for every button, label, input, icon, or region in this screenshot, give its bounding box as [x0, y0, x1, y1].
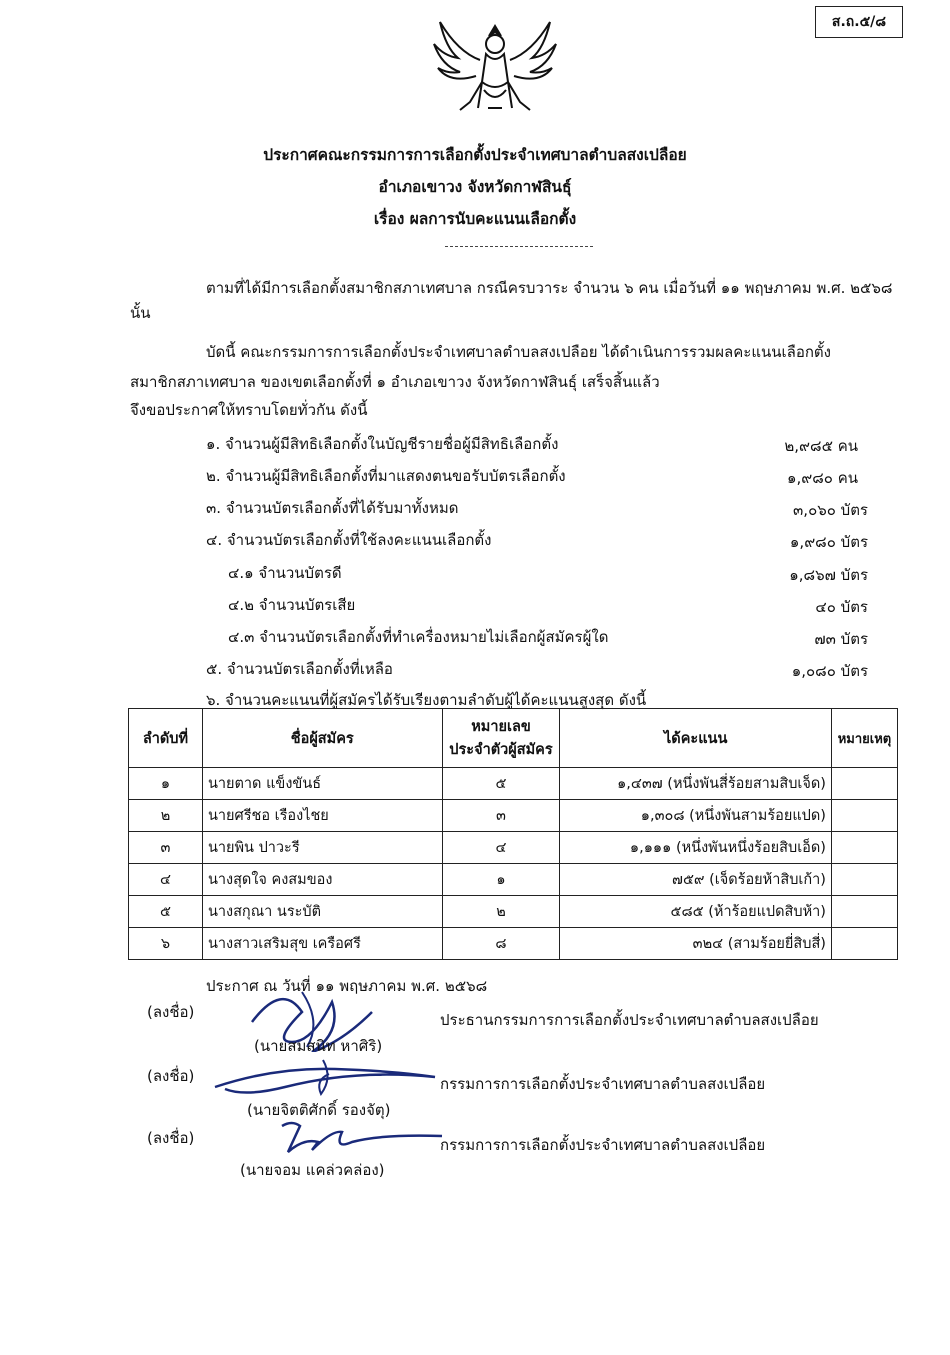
- cell-score: ๗๕๙ (เจ็ดร้อยห้าสิบเก้า): [560, 864, 832, 896]
- stat-label-6: ๖. จำนวนคะแนนที่ผู้สมัครได้รับเรียงตามลำดับผู้ได้คะแนนสูงสุด ดังนี้: [206, 691, 647, 709]
- cell-rank: ๖: [129, 928, 203, 960]
- stat-value-4-1: ๑,๘๖๗ บัตร: [789, 566, 868, 584]
- stat-value-1: ๒,๙๘๕ คน: [784, 437, 858, 455]
- table-row: [129, 896, 898, 928]
- para1-line2: นั้น: [130, 304, 151, 322]
- stat-label-1: ๑. จำนวนผู้มีสิทธิเลือกตั้งในบัญชีรายชื่อผู้มีสิทธิเลือกตั้ง: [206, 435, 559, 453]
- form-code-box: [815, 6, 903, 38]
- header-line-2: อำเภอเขาวง จังหวัดกาฬสินธุ์: [378, 178, 572, 196]
- header-number: [442, 709, 560, 768]
- header-note: หมายเหตุ: [831, 709, 897, 768]
- cell-note: [831, 928, 897, 960]
- stat-label-4-2: ๔.๒ จำนวนบัตรเสีย: [228, 596, 356, 614]
- header-divider: [445, 246, 593, 247]
- stat-label-3: ๓. จำนวนบัตรเลือกตั้งที่ได้รับมาทั้งหมด: [206, 499, 459, 517]
- stat-value-2: ๑,๙๘๐ คน: [786, 469, 858, 487]
- para2-line3: จึงขอประกาศให้ทราบโดยทั่วกัน ดังนี้: [130, 401, 368, 419]
- para2-line2: สมาชิกสภาเทศบาล ของเขตเลือกตั้งที่ ๑ อำเภอเขาวง จังหวัดกาฬสินธุ์ เสร็จสิ้นแล้ว: [130, 373, 660, 391]
- cell-rank: ๕: [129, 896, 203, 928]
- table-row: [129, 864, 898, 896]
- stat-label-2: ๒. จำนวนผู้มีสิทธิเลือกตั้งที่มาแสดงตนขอรับบัตรเลือกตั้ง: [206, 467, 566, 485]
- cell-name: นางสุดใจ คงสมของ: [202, 864, 442, 896]
- header-line-1: ประกาศคณะกรรมการการเลือกตั้งประจำเทศบาลตำบลสงเปลือย: [263, 146, 687, 164]
- sign-name-3: (นายจอม แคล่วคล่อง): [240, 1161, 385, 1179]
- cell-score: ๑,๓๐๘ (หนึ่งพันสามร้อยแปด): [560, 800, 832, 832]
- cell-number: ๔: [442, 832, 560, 864]
- para2-line1: บัดนี้ คณะกรรมการการเลือกตั้งประจำเทศบาลตำบลสงเปลือย ได้ดำเนินการรวมผลคะแนนเลือกตั้ง: [206, 343, 831, 361]
- table-row: [129, 928, 898, 960]
- header-number-line2: ประจำตัวผู้สมัคร: [449, 742, 553, 758]
- cell-number: ๓: [442, 800, 560, 832]
- cell-score: ๓๒๔ (สามร้อยยี่สิบสี่): [560, 928, 832, 960]
- stat-value-5: ๑,๐๘๐ บัตร: [791, 662, 868, 680]
- cell-name: นางสาวเสริมสุข เครือศรี: [202, 928, 442, 960]
- cell-rank: ๔: [129, 864, 203, 896]
- cell-number: ๑: [442, 864, 560, 896]
- table-header-row: [129, 709, 898, 768]
- cell-rank: ๓: [129, 832, 203, 864]
- cell-number: ๒: [442, 896, 560, 928]
- sign-label-1: (ลงชื่อ): [147, 1003, 195, 1021]
- cell-note: [831, 864, 897, 896]
- sign-position-1: ประธานกรรมการการเลือกตั้งประจำเทศบาลตำบลสงเปลือย: [440, 1011, 819, 1029]
- cell-note: [831, 896, 897, 928]
- stat-label-4-3: ๔.๓ จำนวนบัตรเลือกตั้งที่ทำเครื่องหมายไม่เลือกผู้สมัครผู้ใด: [228, 628, 609, 646]
- stat-value-3: ๓,๐๖๐ บัตร: [793, 501, 868, 519]
- announce-date: ประกาศ ณ วันที่ ๑๑ พฤษภาคม พ.ศ. ๒๕๖๘: [206, 977, 488, 995]
- stat-label-4-1: ๔.๑ จำนวนบัตรดี: [228, 564, 342, 582]
- table-row: [129, 768, 898, 800]
- stat-value-4-3: ๗๓ บัตร: [814, 630, 868, 648]
- sign-name-1: (นายสมสนิท หาศิริ): [254, 1037, 383, 1055]
- cell-note: [831, 800, 897, 832]
- header-rank: ลำดับที่: [129, 709, 203, 768]
- cell-rank: ๒: [129, 800, 203, 832]
- sign-position-2: กรรมการการเลือกตั้งประจำเทศบาลตำบลสงเปลือย: [440, 1075, 766, 1093]
- para1-line1: ตามที่ได้มีการเลือกตั้งสมาชิกสภาเทศบาล กรณีครบวาระ จำนวน ๖ คน เมื่อวันที่ ๑๑ พฤษภาคม พ.ศ. ๒๕๖๘: [206, 279, 893, 297]
- header-name: ชื่อผู้สมัคร: [202, 709, 442, 768]
- signature-2-icon: [205, 1052, 445, 1102]
- stat-value-4: ๑,๙๘๐ บัตร: [789, 533, 868, 551]
- cell-score: ๑,๔๓๗ (หนึ่งพันสี่ร้อยสามสิบเจ็ด): [560, 768, 832, 800]
- cell-name: นายตาด แข็งขันธ์: [202, 768, 442, 800]
- header-number-line1: หมายเลข: [471, 719, 531, 735]
- cell-note: [831, 832, 897, 864]
- table-row: [129, 800, 898, 832]
- cell-number: ๘: [442, 928, 560, 960]
- cell-score: ๑,๑๑๑ (หนึ่งพันหนึ่งร้อยสิบเอ็ด): [560, 832, 832, 864]
- cell-name: นายพิน ปาวะรี: [202, 832, 442, 864]
- sign-position-3: กรรมการการเลือกตั้งประจำเทศบาลตำบลสงเปลือย: [440, 1136, 766, 1154]
- cell-name: นายศรีชอ เรืองไชย: [202, 800, 442, 832]
- cell-number: ๕: [442, 768, 560, 800]
- sign-label-3: (ลงชื่อ): [147, 1129, 195, 1147]
- table-row: [129, 832, 898, 864]
- stat-label-4: ๔. จำนวนบัตรเลือกตั้งที่ใช้ลงคะแนนเลือกตั้ง: [206, 531, 492, 549]
- sign-label-2: (ลงชื่อ): [147, 1067, 195, 1085]
- signature-3-icon: [270, 1118, 445, 1158]
- cell-score: ๕๘๕ (ห้าร้อยแปดสิบห้า): [560, 896, 832, 928]
- stat-label-5: ๕. จำนวนบัตรเลือกตั้งที่เหลือ: [206, 660, 393, 678]
- cell-note: [831, 768, 897, 800]
- sign-name-2: (นายจิตติศักดิ์ รองจัตุ): [247, 1101, 391, 1119]
- cell-rank: ๑: [129, 768, 203, 800]
- form-code: ส.ถ.๕/๘: [831, 14, 887, 30]
- header-score: ได้คะแนน: [560, 709, 832, 768]
- garuda-emblem-icon: [420, 8, 570, 120]
- results-table: [128, 708, 898, 960]
- stat-value-4-2: ๔๐ บัตร: [815, 598, 868, 616]
- header-line-3: เรื่อง ผลการนับคะแนนเลือกตั้ง: [373, 210, 577, 228]
- cell-name: นางสกุณา นระบัติ: [202, 896, 442, 928]
